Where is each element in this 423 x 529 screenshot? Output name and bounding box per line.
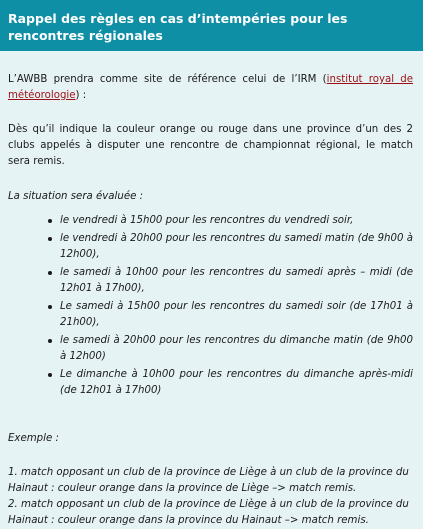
intro-text-after: ) : bbox=[75, 90, 87, 101]
bullet-icon bbox=[48, 219, 52, 223]
list-item bbox=[60, 299, 413, 331]
intro-paragraph bbox=[8, 72, 413, 104]
examples-block bbox=[8, 465, 413, 529]
list-item bbox=[60, 265, 413, 297]
panel-title: Rappel des règles en cas d’intempéries pour les rencontres régionales bbox=[8, 11, 348, 43]
irm-link[interactable]: institut royal de météorologie bbox=[8, 74, 413, 101]
bullet-icon bbox=[48, 339, 52, 343]
bullet-icon bbox=[48, 271, 52, 275]
list-item-text: le samedi à 20h00 pour les rencontres du dimanche matin (de 9h00 à 12h00) bbox=[60, 335, 413, 362]
situation-label: La situation sera évaluée : bbox=[8, 191, 144, 202]
list-item bbox=[60, 231, 413, 263]
evaluation-times-list bbox=[8, 213, 413, 399]
list-item bbox=[60, 367, 413, 399]
bullet-icon bbox=[48, 305, 52, 309]
list-item-text: le vendredi à 20h00 pour les rencontres du samedi matin (de 9h00 à 12h00), bbox=[60, 233, 413, 260]
intro-text-before: L’AWBB prendra comme site de référence celui de l’IRM ( bbox=[8, 74, 327, 85]
list-item-text: Le dimanche à 10h00 pour les rencontres du dimanche après-midi (de 12h01 à 17h00) bbox=[60, 369, 413, 396]
example-label: Exemple : bbox=[8, 433, 59, 444]
example-item: 1. match opposant un club de la province de Liège à un club de la province du Hainaut : couleur orange dans la province de Liège –> match remis. bbox=[8, 467, 409, 494]
list-item-text: Le samedi à 15h00 pour les rencontres du samedi soir (de 17h01 à 21h00), bbox=[60, 301, 413, 328]
list-item bbox=[60, 213, 413, 229]
panel-header bbox=[0, 0, 423, 51]
rule-paragraph: Dès qu’il indique la couleur orange ou rouge dans une province d’un des 2 clubs appelés à disputer une rencontre de championnat régional, le match sera remis. bbox=[8, 124, 413, 167]
list-item bbox=[60, 333, 413, 365]
list-item-text: le vendredi à 15h00 pour les rencontres du vendredi soir, bbox=[60, 215, 354, 226]
bullet-icon bbox=[48, 237, 52, 241]
example-item: 2. match opposant un club de la province de Liège à un club de la province du Hainaut : couleur orange dans la province du Hainaut –> match remis. bbox=[8, 499, 409, 526]
bullet-icon bbox=[48, 373, 52, 377]
panel-body bbox=[0, 51, 423, 529]
list-item-text: le samedi à 10h00 pour les rencontres du samedi après – midi (de 12h01 à 17h00), bbox=[60, 267, 413, 294]
